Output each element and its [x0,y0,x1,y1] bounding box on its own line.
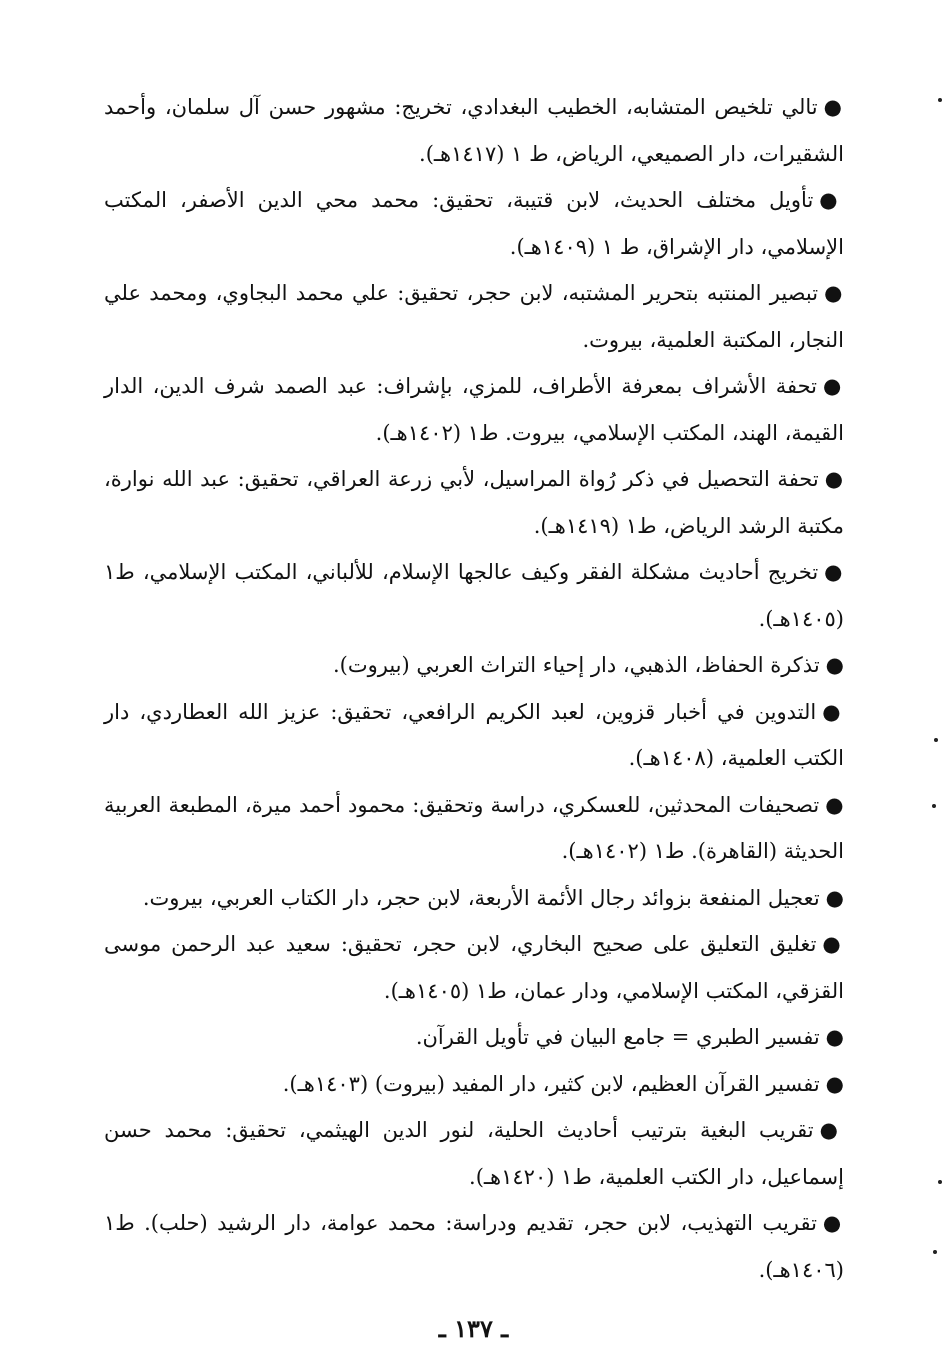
entry-text: تقريب التهذيب، لابن حجر، تقديم ودراسة: محمد عوامة، دار الرشيد (حلب). ط١ (١٤٠٦هـ). [104,1211,844,1282]
bullet-icon: ● [825,792,845,817]
bullet-icon: ● [824,467,845,491]
bibliography-list [104,84,844,1293]
bullet-icon: ● [819,188,844,212]
entry-text: تحفة الأشراف بمعرفة الأطراف، للمزي، بإشراف: عبد الصمد شرف الدين، الدار القيمة، الهند، المكتب الإسلامي، بيروت. ط١ (١٤٠٢هـ). [104,374,844,445]
bullet-icon: ● [825,885,844,910]
bullet-icon: ● [825,653,844,677]
scan-speck [934,738,938,742]
scan-speck [938,1180,942,1184]
bullet-icon: ● [824,281,844,305]
bibliography-entry [104,456,844,549]
bullet-icon: ● [825,1071,844,1096]
entry-text: تالي تلخيص المتشابه، الخطيب البغدادي، تخريج: مشهور حسن آل سلمان، وأحمد الشقيرات، دار الصميعي، الرياض، ط ١ (١٤١٧هـ). [104,95,844,166]
bibliography-entry [104,921,844,1014]
bibliography-entry [104,875,844,922]
entry-text: تبصير المنتبه بتحرير المشتبه، لابن حجر، تحقيق: علي محمد البجاوي، ومحمد علي النجار، المكتبة العلمية، بيروت. [104,281,844,352]
bibliography-entry [104,1014,844,1061]
bibliography-entry [104,1107,844,1200]
bullet-icon: ● [822,374,844,398]
entry-text: تعجيل المنفعة بزوائد رجال الأئمة الأربعة، لابن حجر، دار الكتاب العربي، بيروت. [142,885,820,910]
bibliography-entry [104,1200,844,1293]
bibliography-entry [104,642,844,689]
bullet-icon: ● [823,95,844,119]
bibliography-entry [104,84,844,177]
bibliography-entry [104,1061,844,1108]
bullet-icon: ● [822,699,844,724]
bibliography-entry [104,270,844,363]
bibliography-entry [104,363,844,456]
entry-text: التدوين في أخبار قزوين، لعبد الكريم الرافعي، تحقيق: عزيز الله العطاردي، دار الكتب العلمية، (١٤٠٨هـ). [104,699,844,770]
bullet-icon: ● [822,932,844,956]
entry-text: تأويل مختلف الحديث، لابن قتيبة، تحقيق: محمد محي الدين الأصفر، المكتب الإسلامي، دار الإشراق، ط ١ (١٤٠٩هـ). [104,188,844,259]
bibliography-entry [104,689,844,782]
entry-text: تصحيفات المحدثين، للعسكري، دراسة وتحقيق: محمود أحمد ميرة، المطبعة العربية الحديثة (القاهرة). ط١ (١٤٠٢هـ). [104,792,844,863]
bullet-icon: ● [822,1211,844,1235]
entry-text: تقريب البغية بترتيب أحاديث الحلية، لنور الدين الهيثمي، تحقيق: محمد حسن إسماعيل، دار الكتب العلمية، ط١ (١٤٢٠هـ). [104,1118,844,1189]
scan-speck [938,98,942,102]
scan-speck [933,1250,937,1254]
entry-text: تحفة التحصيل في ذكر رُواة المراسيل، لأبي زرعة العراقي، تحقيق: عبد الله نوارة، مكتبة الرشد الرياض، ط١ (١٤١٩هـ). [104,467,844,538]
scan-speck [932,804,936,808]
bullet-icon: ● [819,1118,844,1142]
bullet-icon: ● [825,1025,844,1049]
entry-text: تذكرة الحفاظ، الذهبي، دار إحياء التراث العربي (بيروت). [332,653,820,677]
entry-text: تفسير الطبري = جامع البيان في تأويل القرآن. [415,1025,820,1049]
entry-text: تخريج أحاديث مشكلة الفقر وكيف عالجها الإسلام، للألباني، المكتب الإسلامي، ط١ (١٤٠٥هـ). [104,560,844,631]
bibliography-entry [104,782,844,875]
bibliography-entry [104,549,844,642]
entry-text: تفسير القرآن العظيم، لابن كثير، دار المفيد (بيروت) (١٤٠٣هـ). [282,1071,820,1096]
bibliography-entry [104,177,844,270]
page-number: ـ ١٣٧ ـ [438,1314,509,1343]
entry-text: تغليق التعليق على صحيح البخاري، لابن حجر، تحقيق: سعيد عبد الرحمن موسى القزقي، المكتب الإسلامي، ودار عمان، ط١ (١٤٠٥هـ). [104,932,844,1003]
bullet-icon: ● [824,560,844,584]
